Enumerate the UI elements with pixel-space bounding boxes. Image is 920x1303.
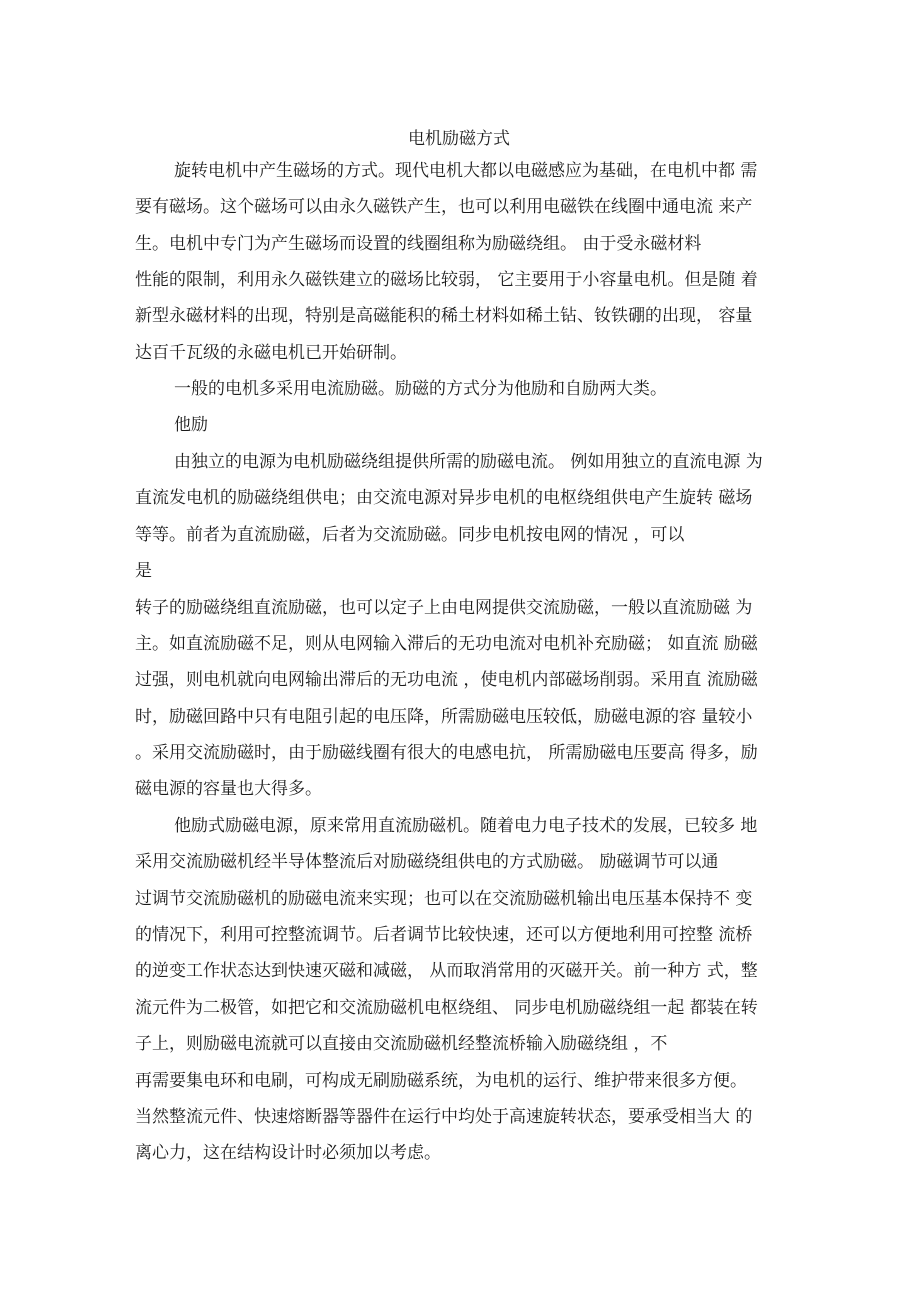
document-title: 电机励磁方式 (408, 129, 510, 149)
text-line: 子上，则励磁电流就可以直接由交流励磁机经整流桥输入励磁绕组 ，不 (135, 1034, 668, 1054)
section-heading: 他励 (174, 415, 208, 435)
text-line: 过强，则电机就向电网输出滞后的无功电流 ，使电机内部磁场削弱。采用直 流励磁 (135, 670, 758, 690)
text-line: 转子的励磁绕组直流励磁，也可以定子上由电网提供交流励磁，一般以直流励磁 为 (135, 598, 753, 618)
text-line: 达百千瓦级的永磁电机已开始研制。 (135, 343, 407, 363)
text-line: 他励式励磁电源，原来常用直流励磁机。随着电力电子技术的发展，已较多 地 (174, 816, 758, 836)
text-line: 磁电源的容量也大得多。 (135, 779, 322, 799)
text-line: 一般的电机多采用电流励磁。励磁的方式分为他励和自励两大类。 (174, 379, 667, 399)
text-line: 流元件为二极管，如把它和交流励磁机电枢绕组、 同步电机励磁绕组一起 都装在转 (135, 998, 758, 1018)
text-line: 过调节交流励磁机的励磁电流来实现；也可以在交流励磁机输出电压基本保持不 变 (135, 889, 753, 909)
text-line: 的情况下，利用可控整流调节。后者调节比较快速，还可以方便地利用可控整 流桥 (135, 925, 753, 945)
text-line: 等等。前者为直流励磁，后者为交流励磁。同步电机按电网的情况 ，可以 (135, 525, 685, 545)
text-line: 要有磁场。这个磁场可以由永久磁铁产生，也可以利用电磁铁在线圈中通电流 来产 (135, 197, 753, 217)
text-line: 直流发电机的励磁绕组供电；由交流电源对异步电机的电枢绕组供电产生旋转 磁场 (135, 488, 753, 508)
text-line: 再需要集电环和电刷，可构成无刷励磁系统，为电机的运行、维护带来很多方便。 (135, 1071, 747, 1091)
text-line: 的逆变工作状态达到快速灭磁和减磁， 从而取消常用的灭磁开关。前一种方 式，整 (135, 961, 758, 981)
text-line: 生。电机中专门为产生磁场而设置的线圈组称为励磁绕组。 由于受永磁材料 (135, 234, 702, 254)
text-line: 。采用交流励磁时，由于励磁线圈有很大的电感电抗， 所需励磁电压要高 得多，励 (135, 743, 758, 763)
text-line: 当然整流元件、快速熔断器等器件在运行中均处于高速旋转状态，要承受相当大 的 (135, 1107, 753, 1127)
text-line: 性能的限制，利用永久磁铁建立的磁场比较弱， 它主要用于小容量电机。但是随 着 (135, 270, 758, 290)
text-line: 采用交流励磁机经半导体整流后对励磁绕组供电的方式励磁。 励磁调节可以通 (135, 852, 719, 872)
text-line: 新型永磁材料的出现，特别是高磁能积的稀土材料如稀土钻、钕铁硼的出现， 容量 (135, 306, 753, 326)
text-line: 旋转电机中产生磁场的方式。现代电机大都以电磁感应为基础，在电机中都 需 (174, 161, 758, 181)
text-line: 由独立的电源为电机励磁绕组提供所需的励磁电流。 例如用独立的直流电源 为 (174, 452, 763, 472)
text-line: 是 (135, 561, 152, 581)
text-line: 时，励磁回路中只有电阻引起的电压降，所需励磁电压较低，励磁电源的容 量较小 (135, 707, 753, 727)
text-line: 离心力，这在结构设计时必须加以考虑。 (135, 1143, 441, 1163)
text-line: 主。如直流励磁不足，则从电网输入滞后的无功电流对电机补充励磁； 如直流 励磁 (135, 634, 758, 654)
